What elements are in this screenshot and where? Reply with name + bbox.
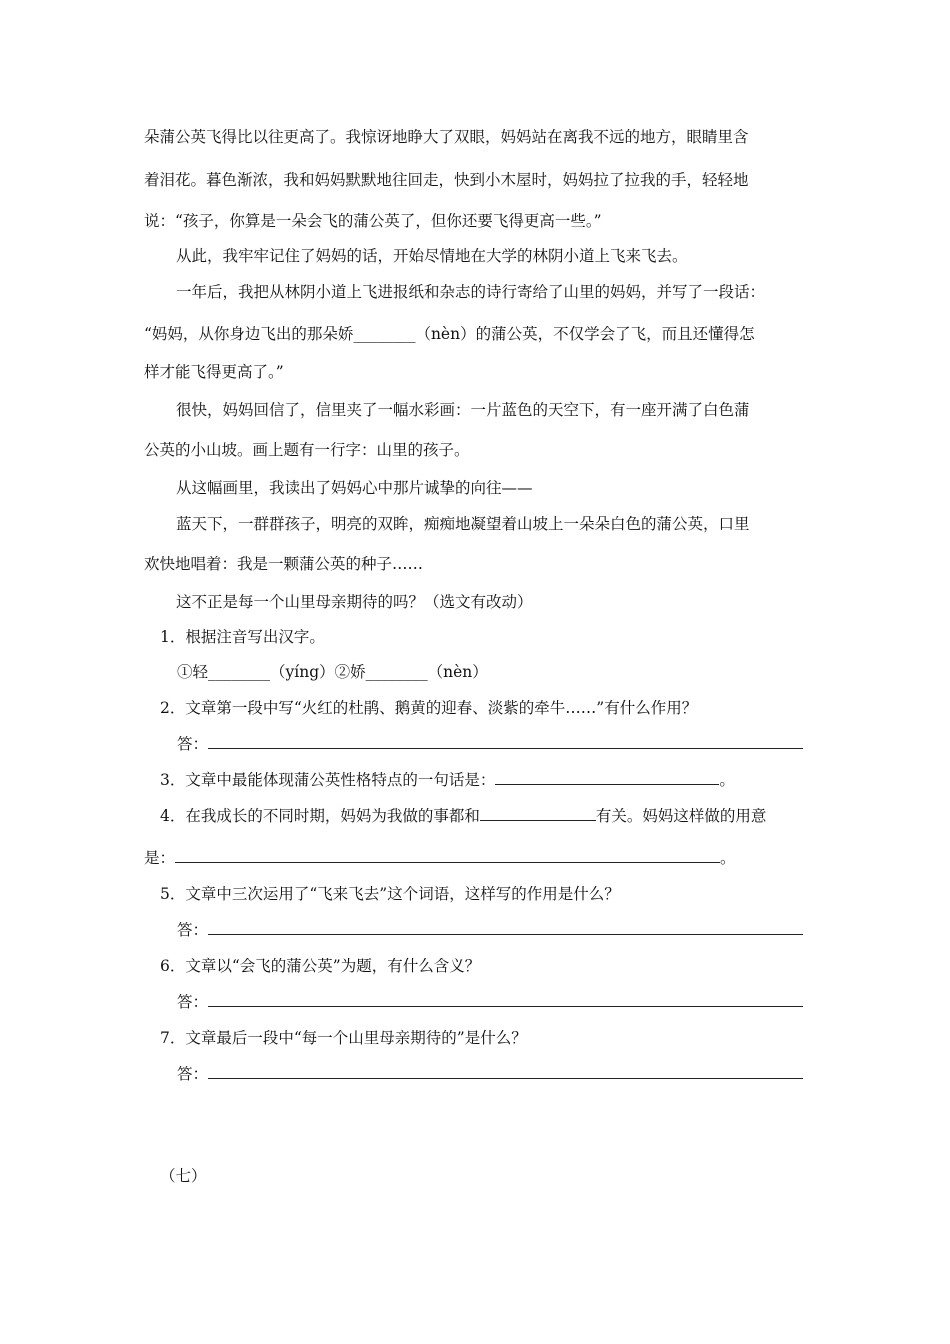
passage-paragraph: 蓝天下，一群群孩子，明亮的双眸，痴痴地凝望着山坡上一朵朵白色的蒲公英，口里 [176,515,750,533]
question-1-subitems [177,662,488,682]
answer-line[interactable] [480,806,596,821]
question-text: 。 [720,849,736,867]
question-3 [160,770,735,790]
answer-label: 答： [177,993,209,1011]
question-1: 1．根据注音写出汉字。 [160,628,325,646]
passage-paragraph: 很快，妈妈回信了，信里夹了一幅水彩画：一片蓝色的天空下，有一座开满了白色蒲 [176,401,750,419]
answer-label: 答： [177,1065,209,1083]
pinyin-blank: ________ [353,325,416,343]
passage-paragraph: 从这幅画里，我读出了妈妈心中那片诚挚的向往—— [176,479,533,497]
answer-line[interactable] [208,1064,803,1079]
passage-line: 公英的小山坡。画上题有一行字：山里的孩子。 [144,441,470,459]
answer-label: 是： [144,849,176,867]
answer-label: 答： [177,921,209,939]
question-7: 7．文章最后一段中“每一个山里母亲期待的”是什么？ [160,1029,527,1047]
answer-blank[interactable]: ________ [208,663,271,681]
subitem-text: （yíng）②娇 [270,663,366,681]
question-5: 5．文章中三次运用了“飞来飞去”这个词语，这样写的作用是什么？ [160,885,620,903]
question-4 [160,806,766,826]
question-5-answer [177,920,803,940]
passage-line: 欢快地唱着：我是一颗蒲公英的种子…… [144,555,424,573]
passage-line: 说：“孩子，你算是一朵会飞的蒲公英了，但你还要飞得更高一些。” [144,212,602,230]
question-6-answer [177,992,803,1012]
question-text: 有关。妈妈这样做的用意 [595,807,767,825]
passage-text: （nèn）的蒲公英，不仅学会了飞，而且还懂得怎 [415,325,755,343]
question-text: 3．文章中最能体现蒲公英性格特点的一句话是： [160,771,496,789]
answer-line[interactable] [208,992,803,1007]
question-2-answer [177,734,803,754]
answer-line[interactable] [495,770,719,785]
answer-line[interactable] [208,734,803,749]
question-text: 4．在我成长的不同时期，妈妈为我做的事都和 [160,807,480,825]
answer-blank[interactable]: ________ [365,663,428,681]
passage-line [144,324,755,344]
question-2: 2．文章第一段中写“火红的杜鹃、鹅黄的迎春、淡紫的牵牛……”有什么作用？ [160,699,698,717]
answer-line[interactable] [208,920,803,935]
answer-line[interactable] [175,848,720,863]
passage-paragraph: 从此，我牢牢记住了妈妈的话，开始尽情地在大学的林阴小道上飞来飞去。 [176,247,688,265]
question-4-answer [144,848,736,868]
passage-paragraph: 这不正是每一个山里母亲期待的吗？（选文有改动） [176,593,533,611]
passage-line: 样才能飞得更高了。” [144,363,284,381]
passage-line: 着泪花。暮色渐浓，我和妈妈默默地往回走，快到小木屋时，妈妈拉了拉我的手，轻轻地 [144,171,749,189]
question-text: 。 [719,771,735,789]
subitem-text: ①轻 [177,663,209,681]
answer-label: 答： [177,735,209,753]
section-marker: （七） [160,1167,207,1185]
question-7-answer [177,1064,803,1084]
passage-text: “妈妈，从你身边飞出的那朵娇 [144,325,354,343]
question-6: 6．文章以“会飞的蒲公英”为题，有什么含义？ [160,957,481,975]
subitem-text: （nèn） [427,663,488,681]
passage-paragraph: 一年后，我把从林阴小道上飞进报纸和杂志的诗行寄给了山里的妈妈，并写了一段话： [176,283,766,301]
passage-line: 朵蒲公英飞得比以往更高了。我惊讶地睁大了双眼，妈妈站在离我不远的地方，眼睛里含 [144,128,749,146]
